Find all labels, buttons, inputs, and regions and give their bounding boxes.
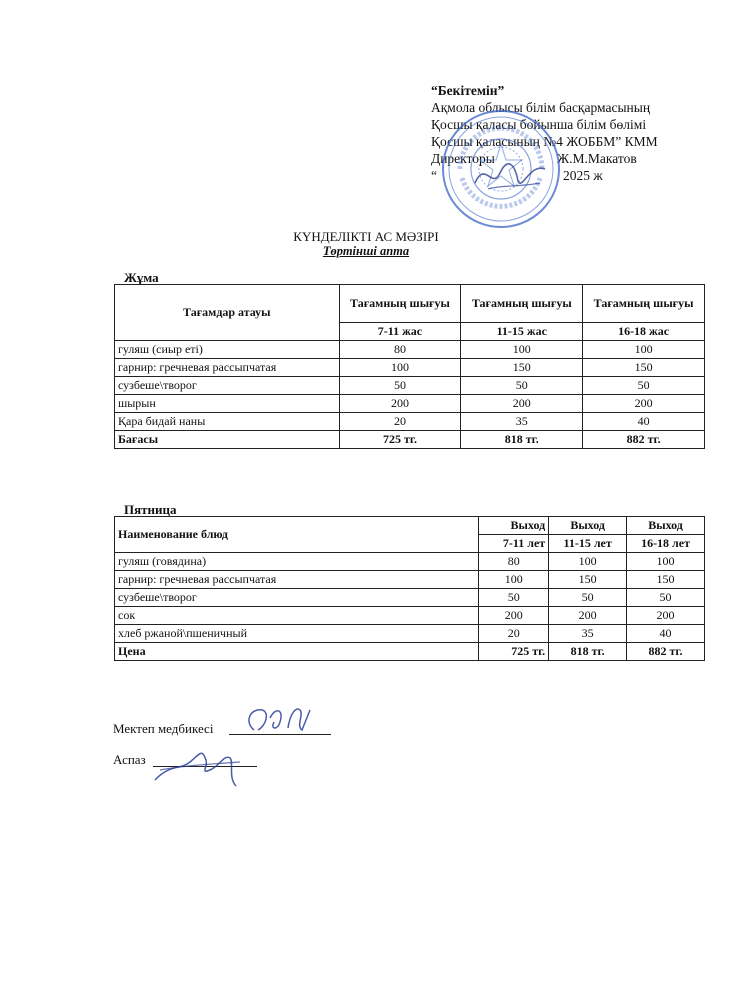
dish-name: сузбеше\творог <box>115 589 479 607</box>
portion-value: 20 <box>339 413 461 431</box>
portion-value: 150 <box>583 359 705 377</box>
director-name: Ж.М.Макатов <box>557 151 637 166</box>
price-value: 882 тг. <box>583 431 705 449</box>
output-header: Выход <box>479 517 549 535</box>
age-header: 16-18 жас <box>583 323 705 341</box>
approval-line-2: Қосшы қаласы бойынша білім бөлімі <box>431 117 647 132</box>
table-row <box>115 395 705 413</box>
table-row <box>115 341 705 359</box>
portion-value: 200 <box>339 395 461 413</box>
age-header: 7-11 жас <box>339 323 461 341</box>
portion-value: 40 <box>583 413 705 431</box>
day-label-kaz: Жұма <box>124 270 159 285</box>
table-row <box>115 607 705 625</box>
portion-value: 150 <box>627 571 705 589</box>
director-label: Директоры <box>431 151 495 166</box>
approval-heading: “Бекітемін” <box>431 83 505 98</box>
output-header: Тағамның шығуы <box>583 285 705 323</box>
portion-value: 150 <box>549 571 627 589</box>
dish-name: гуляш (говядина) <box>115 553 479 571</box>
dish-name: гуляш (сиыр еті) <box>115 341 340 359</box>
price-value: 818 тг. <box>461 431 583 449</box>
table-row <box>115 377 705 395</box>
portion-value: 50 <box>339 377 461 395</box>
age-header: 11-15 лет <box>549 535 627 553</box>
dish-name: сок <box>115 607 479 625</box>
portion-value: 100 <box>461 341 583 359</box>
nurse-label: Мектеп медбикесі <box>113 721 214 736</box>
output-header: Выход <box>549 517 627 535</box>
portion-value: 200 <box>549 607 627 625</box>
portion-value: 200 <box>583 395 705 413</box>
approval-line-3: Қосшы қаласының №4 ЖОББМ” КММ <box>431 134 658 149</box>
price-label: Цена <box>115 643 479 661</box>
table-header-row <box>115 517 705 535</box>
output-header: Тағамның шығуы <box>339 285 461 323</box>
portion-value: 100 <box>627 553 705 571</box>
table-row <box>115 625 705 643</box>
day-label-rus: Пятница <box>124 502 177 517</box>
table-row <box>115 571 705 589</box>
portion-value: 100 <box>549 553 627 571</box>
table-row <box>115 359 705 377</box>
price-value: 818 тг. <box>549 643 627 661</box>
dish-name: гарнир: гречневая рассыпчатая <box>115 571 479 589</box>
portion-value: 35 <box>461 413 583 431</box>
portion-value: 50 <box>461 377 583 395</box>
table-row <box>115 589 705 607</box>
portion-value: 200 <box>479 607 549 625</box>
dish-name: Қара бидай наны <box>115 413 340 431</box>
price-value: 882 тг. <box>627 643 705 661</box>
portion-value: 150 <box>461 359 583 377</box>
portion-value: 50 <box>479 589 549 607</box>
price-value: 725 тг. <box>339 431 461 449</box>
portion-value: 40 <box>627 625 705 643</box>
output-header: Тағамның шығуы <box>461 285 583 323</box>
date-prefix: “ <box>431 168 437 183</box>
menu-table-rus <box>114 516 705 661</box>
page-title: КҮНДЕЛІКТІ АС МӘЗІРІ <box>293 229 439 244</box>
date-suffix: 2025 ж <box>563 168 603 183</box>
portion-value: 50 <box>583 377 705 395</box>
portion-value: 50 <box>627 589 705 607</box>
portion-value: 80 <box>479 553 549 571</box>
age-header: 7-11 лет <box>479 535 549 553</box>
nurse-signature-icon <box>240 700 320 740</box>
table-row <box>115 413 705 431</box>
price-label: Бағасы <box>115 431 340 449</box>
table-row <box>115 553 705 571</box>
page-subtitle: Төртінші апта <box>322 244 410 258</box>
approval-line-1: Ақмола облысы білім басқармасының <box>431 100 651 115</box>
name-header: Тағамдар атауы <box>115 285 340 341</box>
portion-value: 20 <box>479 625 549 643</box>
output-header: Выход <box>627 517 705 535</box>
cook-label: Аспаз <box>113 752 146 767</box>
dish-name: сузбеше\творог <box>115 377 340 395</box>
price-row <box>115 431 705 449</box>
price-row <box>115 643 705 661</box>
price-value: 725 тг. <box>479 643 549 661</box>
age-header: 16-18 лет <box>627 535 705 553</box>
portion-value: 100 <box>583 341 705 359</box>
menu-table-kaz <box>114 284 705 449</box>
portion-value: 100 <box>339 359 461 377</box>
portion-value: 200 <box>461 395 583 413</box>
portion-value: 100 <box>479 571 549 589</box>
age-header: 11-15 жас <box>461 323 583 341</box>
director-signature-icon <box>470 155 550 195</box>
portion-value: 35 <box>549 625 627 643</box>
name-header: Наименование блюд <box>115 517 479 553</box>
portion-value: 80 <box>339 341 461 359</box>
table-header-row <box>115 285 705 323</box>
portion-value: 50 <box>549 589 627 607</box>
cook-signature-icon <box>150 742 250 792</box>
dish-name: хлеб ржаной\пшеничный <box>115 625 479 643</box>
dish-name: гарнир: гречневая рассыпчатая <box>115 359 340 377</box>
dish-name: шырын <box>115 395 340 413</box>
portion-value: 200 <box>627 607 705 625</box>
